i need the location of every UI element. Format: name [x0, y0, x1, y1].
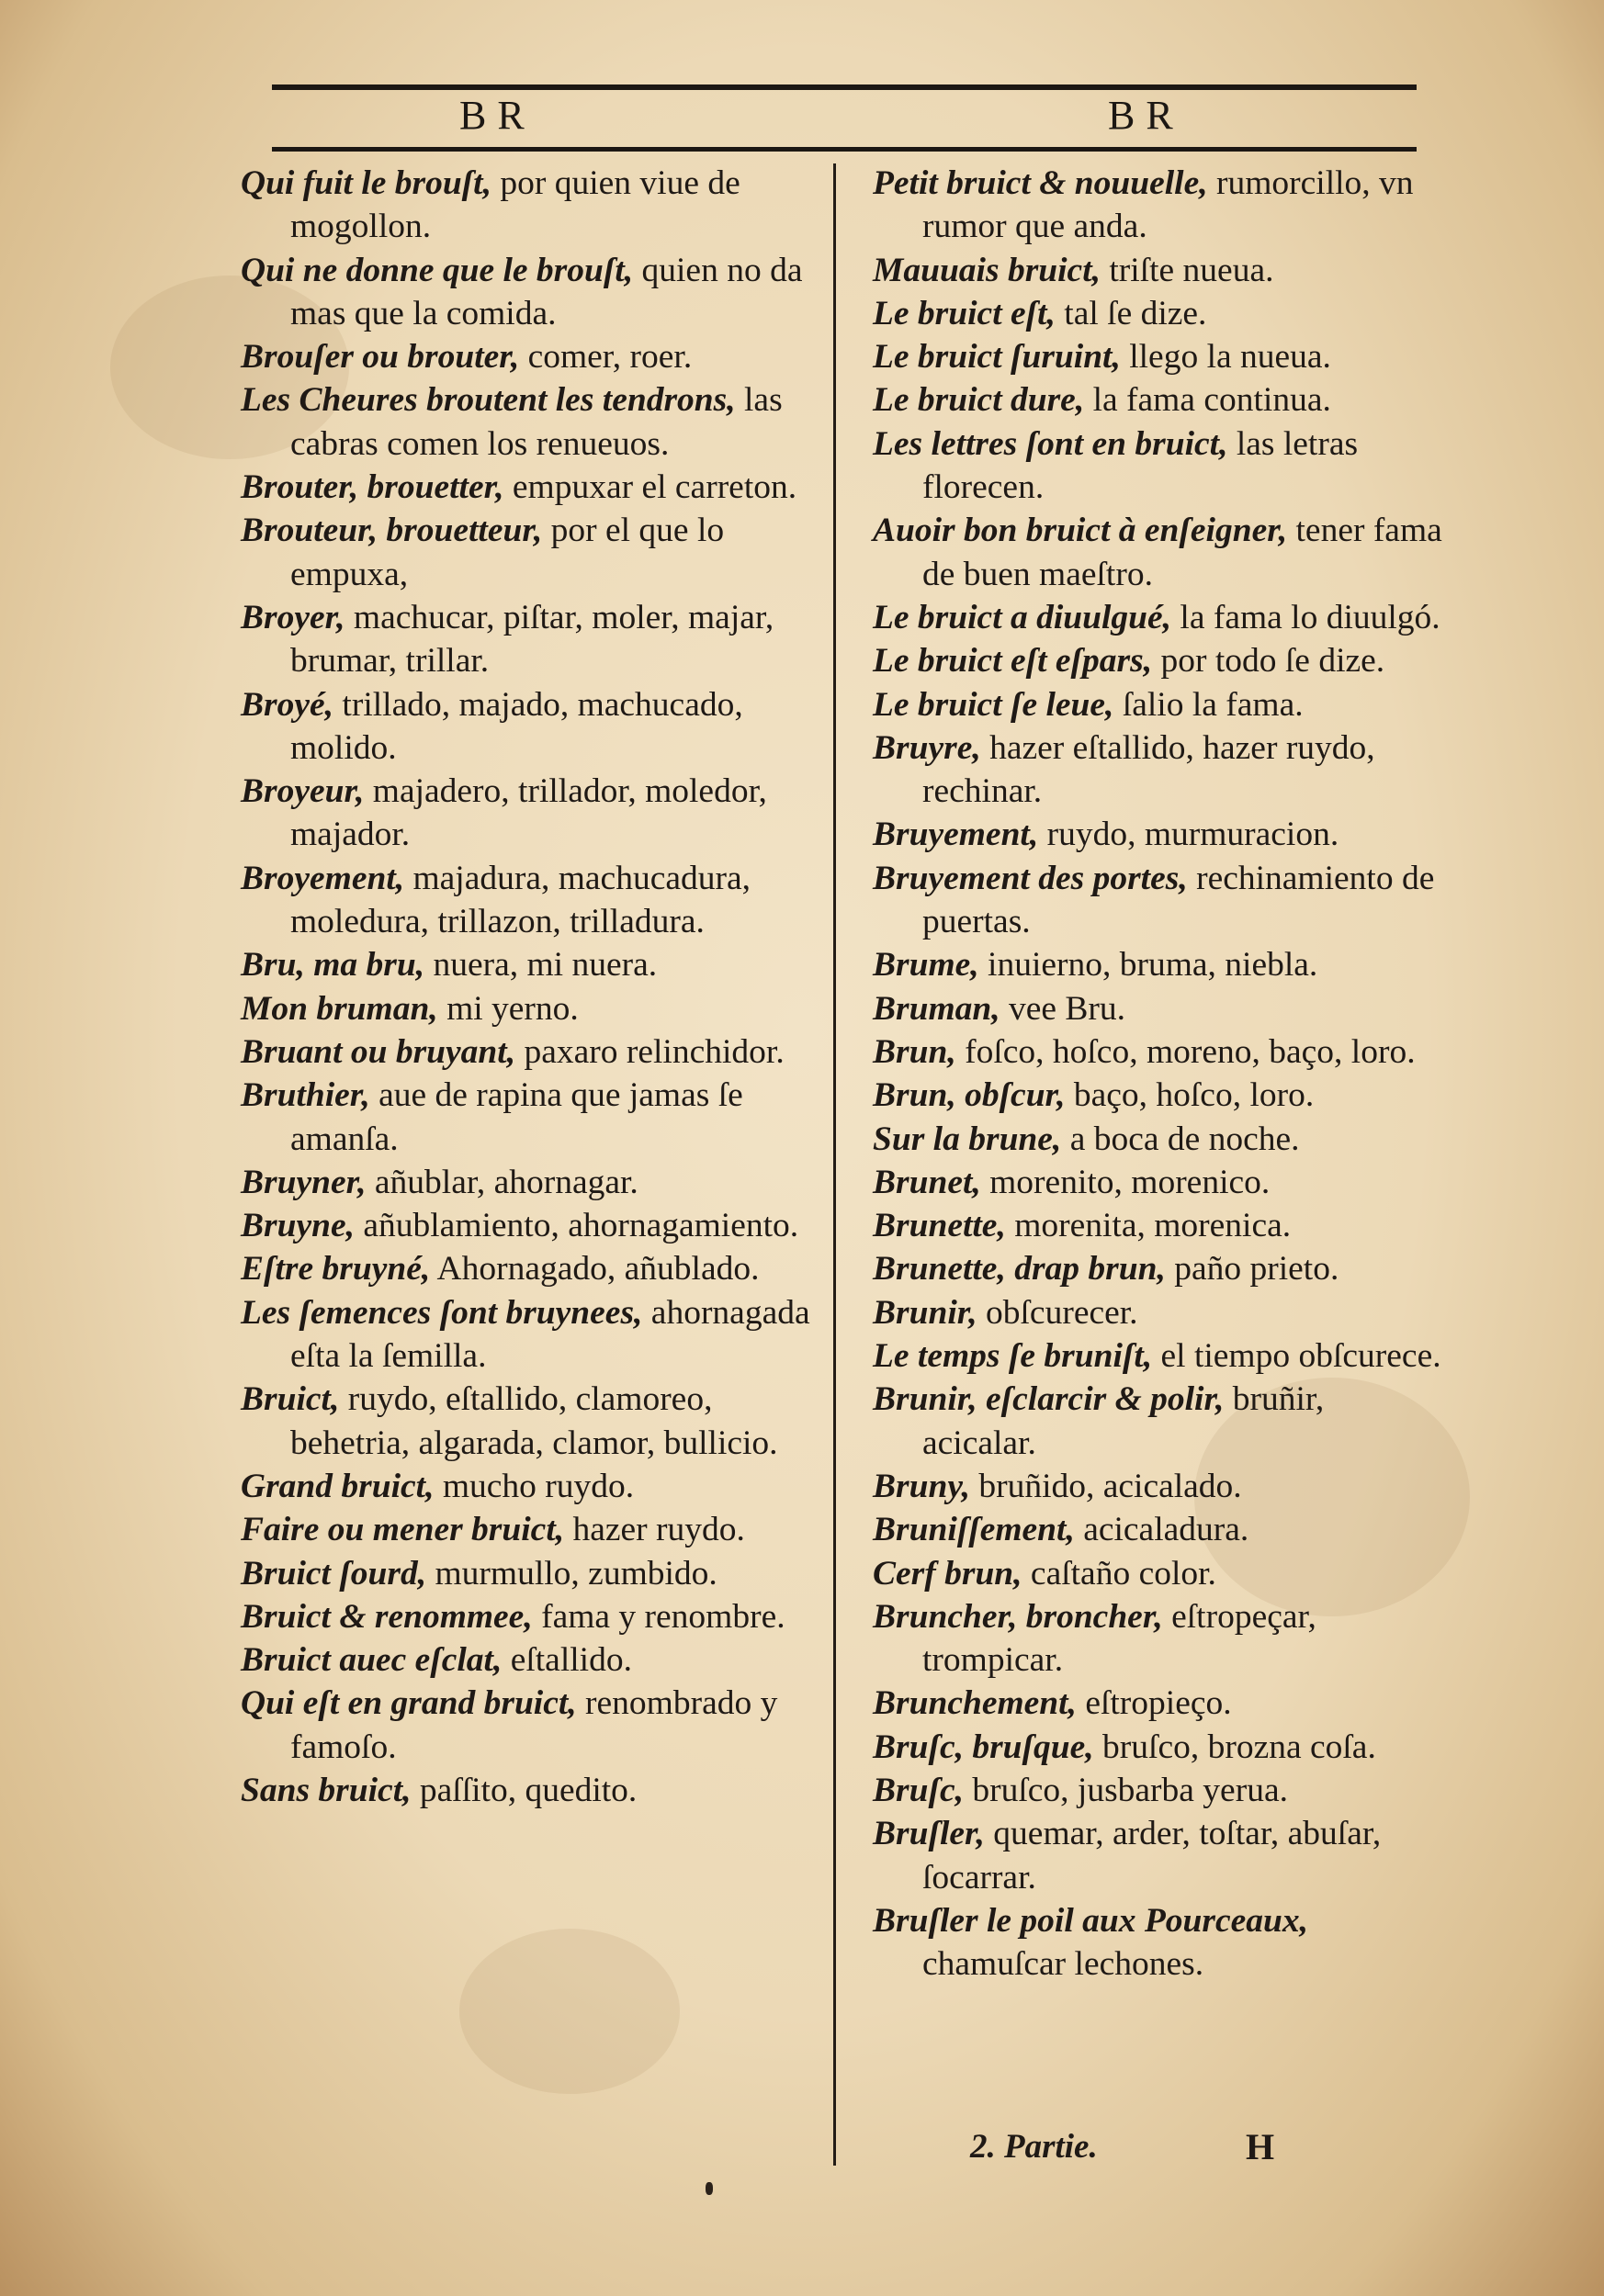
entry-headword: Bruncher, broncher, — [873, 1597, 1163, 1636]
dictionary-entry — [241, 1595, 816, 1638]
dictionary-entry — [873, 1334, 1442, 1378]
dictionary-entry — [241, 1030, 816, 1074]
entry-definition: caſtaño color. — [1022, 1554, 1216, 1593]
entry-definition: por todo ſe dize. — [1152, 642, 1385, 681]
entry-definition: rechinamiento de puertas. — [922, 859, 1435, 941]
entry-headword: Brouter, brouetter, — [241, 468, 504, 507]
entry-headword: Bruſler, — [873, 1815, 985, 1853]
dictionary-entry — [241, 335, 816, 378]
entry-definition: llego la nueua. — [1120, 338, 1331, 377]
dictionary-entry — [873, 1595, 1442, 1683]
dictionary-entry — [241, 1508, 816, 1551]
dictionary-entry — [873, 1769, 1442, 1812]
entry-headword: Bruyre, — [873, 728, 981, 767]
entry-definition: majadero, trillador, moledor, majador. — [290, 772, 767, 854]
entry-headword: Sur la brune, — [873, 1120, 1062, 1158]
entry-definition: las cabras comen los renueuos. — [290, 381, 783, 463]
entry-definition: paſſito, quedito. — [411, 1771, 638, 1809]
dictionary-entry — [873, 1291, 1442, 1334]
entry-definition: foſco, hoſco, moreno, baço, loro. — [955, 1032, 1416, 1071]
entry-definition: mi yerno. — [437, 989, 579, 1028]
entry-definition: por quien viue de mogollon. — [290, 164, 740, 246]
entry-headword: Bruman, — [873, 989, 1000, 1028]
entry-definition: inuierno, bruma, niebla. — [978, 946, 1318, 985]
entry-headword: Cerf brun, — [873, 1554, 1022, 1593]
entry-definition: la fama continua. — [1084, 381, 1331, 420]
dictionary-entry — [873, 1508, 1442, 1551]
dictionary-entry — [241, 249, 816, 336]
entry-definition: eſtropeçar, trompicar. — [922, 1597, 1316, 1680]
entry-definition: eſtropieço. — [1076, 1684, 1232, 1723]
entry-headword: Bruant ou bruyant, — [241, 1032, 516, 1071]
dictionary-entry — [241, 1247, 816, 1290]
entry-definition: el tiempo obſcurece. — [1152, 1337, 1441, 1376]
entry-headword: Broyeur, — [241, 772, 365, 811]
dictionary-entry — [873, 1726, 1442, 1769]
dictionary-entry — [873, 1161, 1442, 1204]
dictionary-entry — [241, 857, 816, 944]
dictionary-entry — [241, 378, 816, 466]
entry-headword: Brunchement, — [873, 1684, 1077, 1723]
entry-headword: Brunet, — [873, 1163, 981, 1201]
entry-definition: bruſco, jusbarba yerua. — [963, 1771, 1288, 1809]
dictionary-entry — [241, 1161, 816, 1204]
entry-definition: la fama lo diuulgó. — [1171, 598, 1440, 636]
dictionary-entry — [873, 639, 1442, 682]
entry-definition: bruñido, acicalado. — [969, 1467, 1242, 1505]
entry-headword: Bruſler le poil aux Pourceaux, — [873, 1901, 1308, 1940]
entry-headword: Le bruict a diuulgué, — [873, 598, 1172, 636]
entry-headword: Broyer, — [241, 598, 345, 636]
stain — [459, 1929, 680, 2094]
entry-headword: Qui eſt en grand bruict, — [241, 1684, 577, 1723]
entry-headword: Auoir bon bruict à enſeigner, — [873, 512, 1288, 550]
dictionary-entry — [873, 509, 1442, 596]
dictionary-entry — [873, 422, 1442, 510]
dictionary-entry — [873, 1682, 1442, 1725]
entry-definition: las letras florecen. — [922, 424, 1359, 507]
entry-headword: Brouteur, brouetteur, — [241, 512, 543, 550]
entry-headword: Mon bruman, — [241, 989, 438, 1028]
dictionary-entry — [241, 1291, 816, 1379]
dictionary-entry — [873, 1074, 1442, 1117]
entry-definition: añublar, ahornagar. — [366, 1163, 638, 1201]
entry-headword: Mauuais bruict, — [873, 251, 1101, 289]
dictionary-entry — [241, 683, 816, 771]
dictionary-entry — [873, 943, 1442, 986]
dictionary-entry — [241, 1682, 816, 1769]
entry-definition: ruydo, eſtallido, clamoreo, behetria, algarada, clamor, bullicio. — [290, 1380, 778, 1462]
entry-definition: ahornagada eſta la ſemilla. — [290, 1293, 810, 1376]
entry-headword: Faire ou mener bruict, — [241, 1511, 565, 1549]
entry-headword: Les lettres ſont en bruict, — [873, 424, 1228, 463]
dictionary-entry — [873, 1118, 1442, 1161]
entry-headword: Brun, obſcur, — [873, 1076, 1066, 1115]
entry-headword: Grand bruict, — [241, 1467, 435, 1505]
entry-headword: Bruict auec eſclat, — [241, 1641, 503, 1680]
entry-headword: Qui fuit le brouſt, — [241, 164, 491, 202]
entry-headword: Bruſc, — [873, 1771, 964, 1809]
entry-definition: fama y renombre. — [532, 1597, 785, 1636]
dictionary-entry — [873, 1030, 1442, 1074]
dictionary-entry — [873, 378, 1442, 422]
entry-definition: paño prieto. — [1165, 1250, 1339, 1289]
dictionary-entry — [873, 1552, 1442, 1595]
entry-definition: renombrado y famoſo. — [290, 1684, 778, 1766]
entry-definition: comer, roer. — [519, 338, 693, 377]
dictionary-entry — [873, 1465, 1442, 1508]
entry-headword: Bruſc, bruſque, — [873, 1728, 1094, 1766]
entry-definition: ruydo, murmuracion. — [1038, 816, 1339, 854]
entry-definition: hazer ruydo. — [564, 1511, 745, 1549]
header-rule-bottom — [272, 147, 1417, 152]
entry-headword: Bruthier, — [241, 1076, 370, 1115]
entry-definition: bruñir, acicalar. — [922, 1380, 1325, 1462]
dictionary-entry — [873, 596, 1442, 639]
entry-headword: Brume, — [873, 946, 979, 985]
entry-definition: triſte nueua. — [1101, 251, 1274, 289]
header-rule-top — [272, 84, 1417, 90]
entry-headword: Petit bruict & nouuelle, — [873, 164, 1208, 202]
entry-headword: Le bruict ſe leue, — [873, 685, 1114, 724]
entry-definition: a boca de noche. — [1061, 1120, 1300, 1158]
dictionary-entry — [873, 1247, 1442, 1290]
entry-definition: mucho ruydo. — [434, 1467, 635, 1505]
dictionary-entry — [241, 1465, 816, 1508]
dictionary-entry — [241, 509, 816, 596]
entry-headword: Sans bruict, — [241, 1771, 412, 1809]
entry-headword: Les ſemences ſont bruynees, — [241, 1293, 643, 1332]
dictionary-entry — [241, 1552, 816, 1595]
entry-definition: obſcurecer. — [977, 1293, 1138, 1332]
entry-headword: Le bruict dure, — [873, 381, 1085, 420]
entry-headword: Eſtre bruyné, — [241, 1250, 431, 1289]
right-column — [873, 162, 1442, 1986]
column-divider — [833, 163, 836, 2166]
entry-definition: tener fama de buen maeſtro. — [922, 512, 1442, 593]
dictionary-entry — [873, 857, 1442, 944]
entry-headword: Bruyner, — [241, 1163, 367, 1201]
entry-definition: murmullo, zumbido. — [426, 1554, 717, 1593]
entry-headword: Le bruict eſt, — [873, 294, 1056, 332]
dictionary-entry — [873, 335, 1442, 378]
dictionary-entry — [241, 162, 816, 249]
dictionary-entry — [241, 1638, 816, 1682]
entry-headword: Broyé, — [241, 685, 334, 724]
dictionary-entry — [873, 1204, 1442, 1247]
dictionary-entry — [873, 1378, 1442, 1465]
entry-definition: Ahornagado, añublado. — [430, 1250, 760, 1289]
entry-definition: morenita, morenica. — [1005, 1207, 1292, 1245]
signature-mark: 2. Partie. — [970, 2128, 1098, 2166]
entry-definition: bruſco, brozna coſa. — [1093, 1728, 1376, 1766]
entry-headword: Brouſer ou brouter, — [241, 338, 520, 377]
dictionary-entry — [873, 249, 1442, 292]
dictionary-entry — [241, 466, 816, 509]
entry-definition: nuera, mi nuera. — [424, 946, 658, 985]
entry-definition: baço, hoſco, loro. — [1065, 1076, 1315, 1115]
entry-headword: Bru, ma bru, — [241, 946, 425, 985]
running-head-left: BR — [459, 93, 536, 138]
left-column — [241, 162, 816, 1812]
entry-headword: Le bruict ſuruint, — [873, 338, 1121, 377]
entry-definition: hazer eſtallido, hazer ruydo, rechinar. — [922, 728, 1375, 811]
entry-headword: Le temps ſe bruniſt, — [873, 1337, 1153, 1376]
dictionary-entry — [241, 770, 816, 857]
entry-definition: empuxar el carreton. — [503, 468, 797, 507]
entry-headword: Brunette, — [873, 1207, 1006, 1245]
dictionary-entry — [873, 813, 1442, 856]
entry-definition: quien no da mas que la comida. — [290, 251, 803, 332]
entry-headword: Broyement, — [241, 859, 405, 897]
entry-definition: paxaro relinchidor. — [515, 1032, 785, 1071]
dictionary-entry — [241, 1378, 816, 1465]
entry-headword: Brun, — [873, 1032, 956, 1071]
dictionary-entry — [873, 292, 1442, 335]
dictionary-entry — [241, 1769, 816, 1812]
entry-headword: Bruict, — [241, 1380, 340, 1419]
entry-headword: Brunette, drap brun, — [873, 1250, 1166, 1289]
running-head-right: BR — [1108, 93, 1184, 138]
dictionary-entry — [873, 1899, 1442, 1986]
entry-definition: trillado, majado, machucado, molido. — [290, 685, 743, 767]
printer-mark — [706, 2182, 713, 2195]
entry-definition: ſalio la fama. — [1113, 685, 1304, 724]
entry-definition: tal ſe dize. — [1055, 294, 1207, 332]
entry-definition: rumorcillo, vn rumor que anda. — [922, 164, 1414, 246]
entry-headword: Bruyement des portes, — [873, 859, 1188, 897]
dictionary-entry — [241, 987, 816, 1030]
entry-definition: añublamiento, ahornagamiento. — [354, 1207, 799, 1245]
dictionary-entry — [241, 943, 816, 986]
entry-definition: eſtallido. — [502, 1641, 632, 1680]
entry-definition: quemar, arder, toſtar, abuſar, ſocarrar. — [922, 1815, 1382, 1896]
entry-definition: morenito, morenico. — [980, 1163, 1271, 1201]
entry-definition: majadura, machucadura, moledura, trillazon, trilladura. — [290, 859, 751, 941]
entry-headword: Bruniſſement, — [873, 1511, 1075, 1549]
entry-headword: Bruyement, — [873, 816, 1039, 854]
entry-definition: chamuſcar lechones. — [922, 1945, 1204, 1984]
entry-headword: Brunir, eſclarcir & polir, — [873, 1380, 1225, 1419]
gathering-mark: H — [1246, 2126, 1275, 2167]
dictionary-entry — [873, 162, 1442, 249]
entry-headword: Le bruict eſt eſpars, — [873, 642, 1153, 681]
entry-headword: Bruyne, — [241, 1207, 355, 1245]
entry-definition: vee Bru. — [1000, 989, 1126, 1028]
entry-headword: Les Cheures broutent les tendrons, — [241, 381, 736, 420]
dictionary-entry — [873, 1812, 1442, 1899]
dictionary-entry — [241, 596, 816, 683]
dictionary-entry — [873, 683, 1442, 726]
entry-headword: Bruict ſourd, — [241, 1554, 427, 1593]
entry-headword: Qui ne donne que le brouſt, — [241, 251, 634, 289]
entry-headword: Brunir, — [873, 1293, 977, 1332]
dictionary-entry — [873, 726, 1442, 814]
entry-definition: acicaladura. — [1074, 1511, 1249, 1549]
dictionary-entry — [241, 1204, 816, 1247]
entry-headword: Bruict & renommee, — [241, 1597, 533, 1636]
entry-definition: aue de rapina que jamas ſe amanſa. — [290, 1076, 743, 1158]
dictionary-entry — [873, 987, 1442, 1030]
entry-headword: Bruny, — [873, 1467, 970, 1505]
entry-definition: por el que lo empuxa, — [290, 512, 725, 593]
entry-definition: machucar, piſtar, moler, majar, brumar, trillar. — [290, 598, 774, 681]
dictionary-entry — [241, 1074, 816, 1161]
